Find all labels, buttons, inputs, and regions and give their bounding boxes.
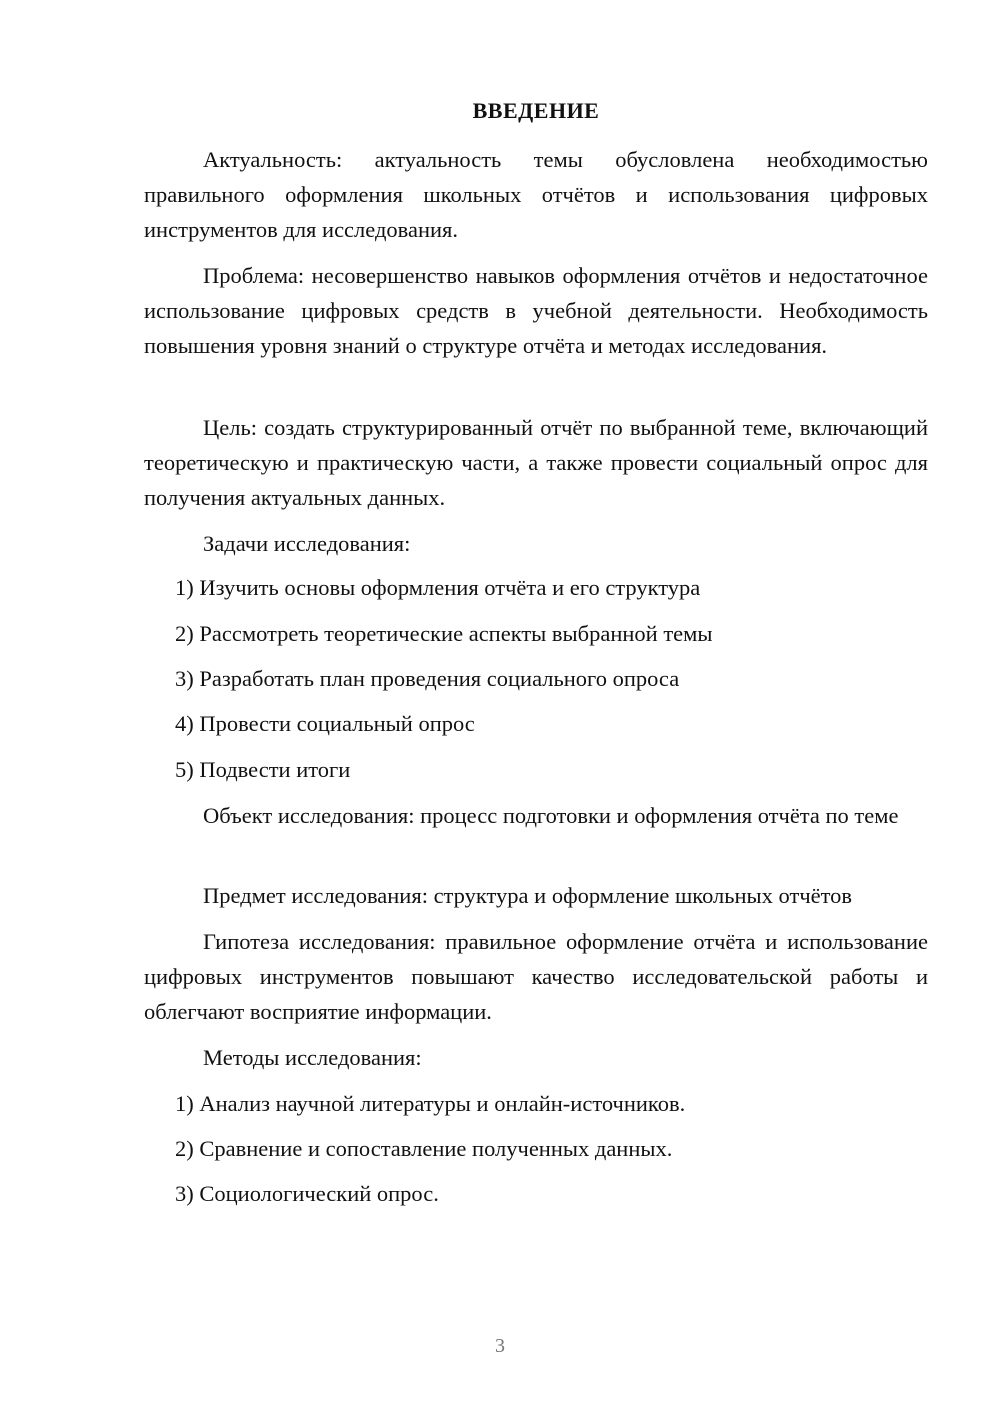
paragraph-goal: Цель: создать структурированный отчёт по выбранной теме, включающий теоретическую и практическую части, а также провести социальный опрос для получения актуальных данных. (144, 415, 928, 510)
paragraph-hypothesis: Гипотеза исследования: правильное оформление отчёта и использование цифровых инструментов повышают качество исследовательской работы и облегчают восприятие информации. (144, 929, 928, 1024)
paragraph-subject: Предмет исследования: структура и оформление школьных отчётов (203, 883, 853, 908)
paragraph-object: Объект исследования: процесс подготовки и оформления отчёта по теме (203, 803, 899, 828)
method-item-1: 1) Анализ научной литературы и онлайн-источников. (175, 1091, 686, 1116)
tasks-heading: Задачи исследования: (203, 531, 411, 556)
task-item-1: 1) Изучить основы оформления отчёта и его структура (175, 575, 701, 600)
task-item-3: 3) Разработать план проведения социального опроса (175, 666, 680, 691)
task-item-5: 5) Подвести итоги (175, 757, 351, 782)
page-number: 3 (495, 1335, 505, 1357)
methods-heading: Методы исследования: (203, 1045, 422, 1070)
paragraph-problem: Проблема: несовершенство навыков оформления отчётов и недостаточное использование цифровых средств в учебной деятельности. Необходимость повышения уровня знаний о структуре отчёта и методах исследования. (144, 263, 928, 358)
paragraph-relevance: Актуальность: актуальность темы обусловлена необходимостью правильного оформления школьных отчётов и использования цифровых инструментов для исследования. (144, 147, 928, 242)
task-item-2: 2) Рассмотреть теоретические аспекты выбранной темы (175, 621, 713, 646)
task-item-4: 4) Провести социальный опрос (175, 711, 475, 736)
method-item-2: 2) Сравнение и сопоставление полученных данных. (175, 1136, 673, 1161)
section-title: ВВЕДЕНИЕ (472, 98, 600, 123)
method-item-3: 3) Социологический опрос. (175, 1181, 439, 1206)
